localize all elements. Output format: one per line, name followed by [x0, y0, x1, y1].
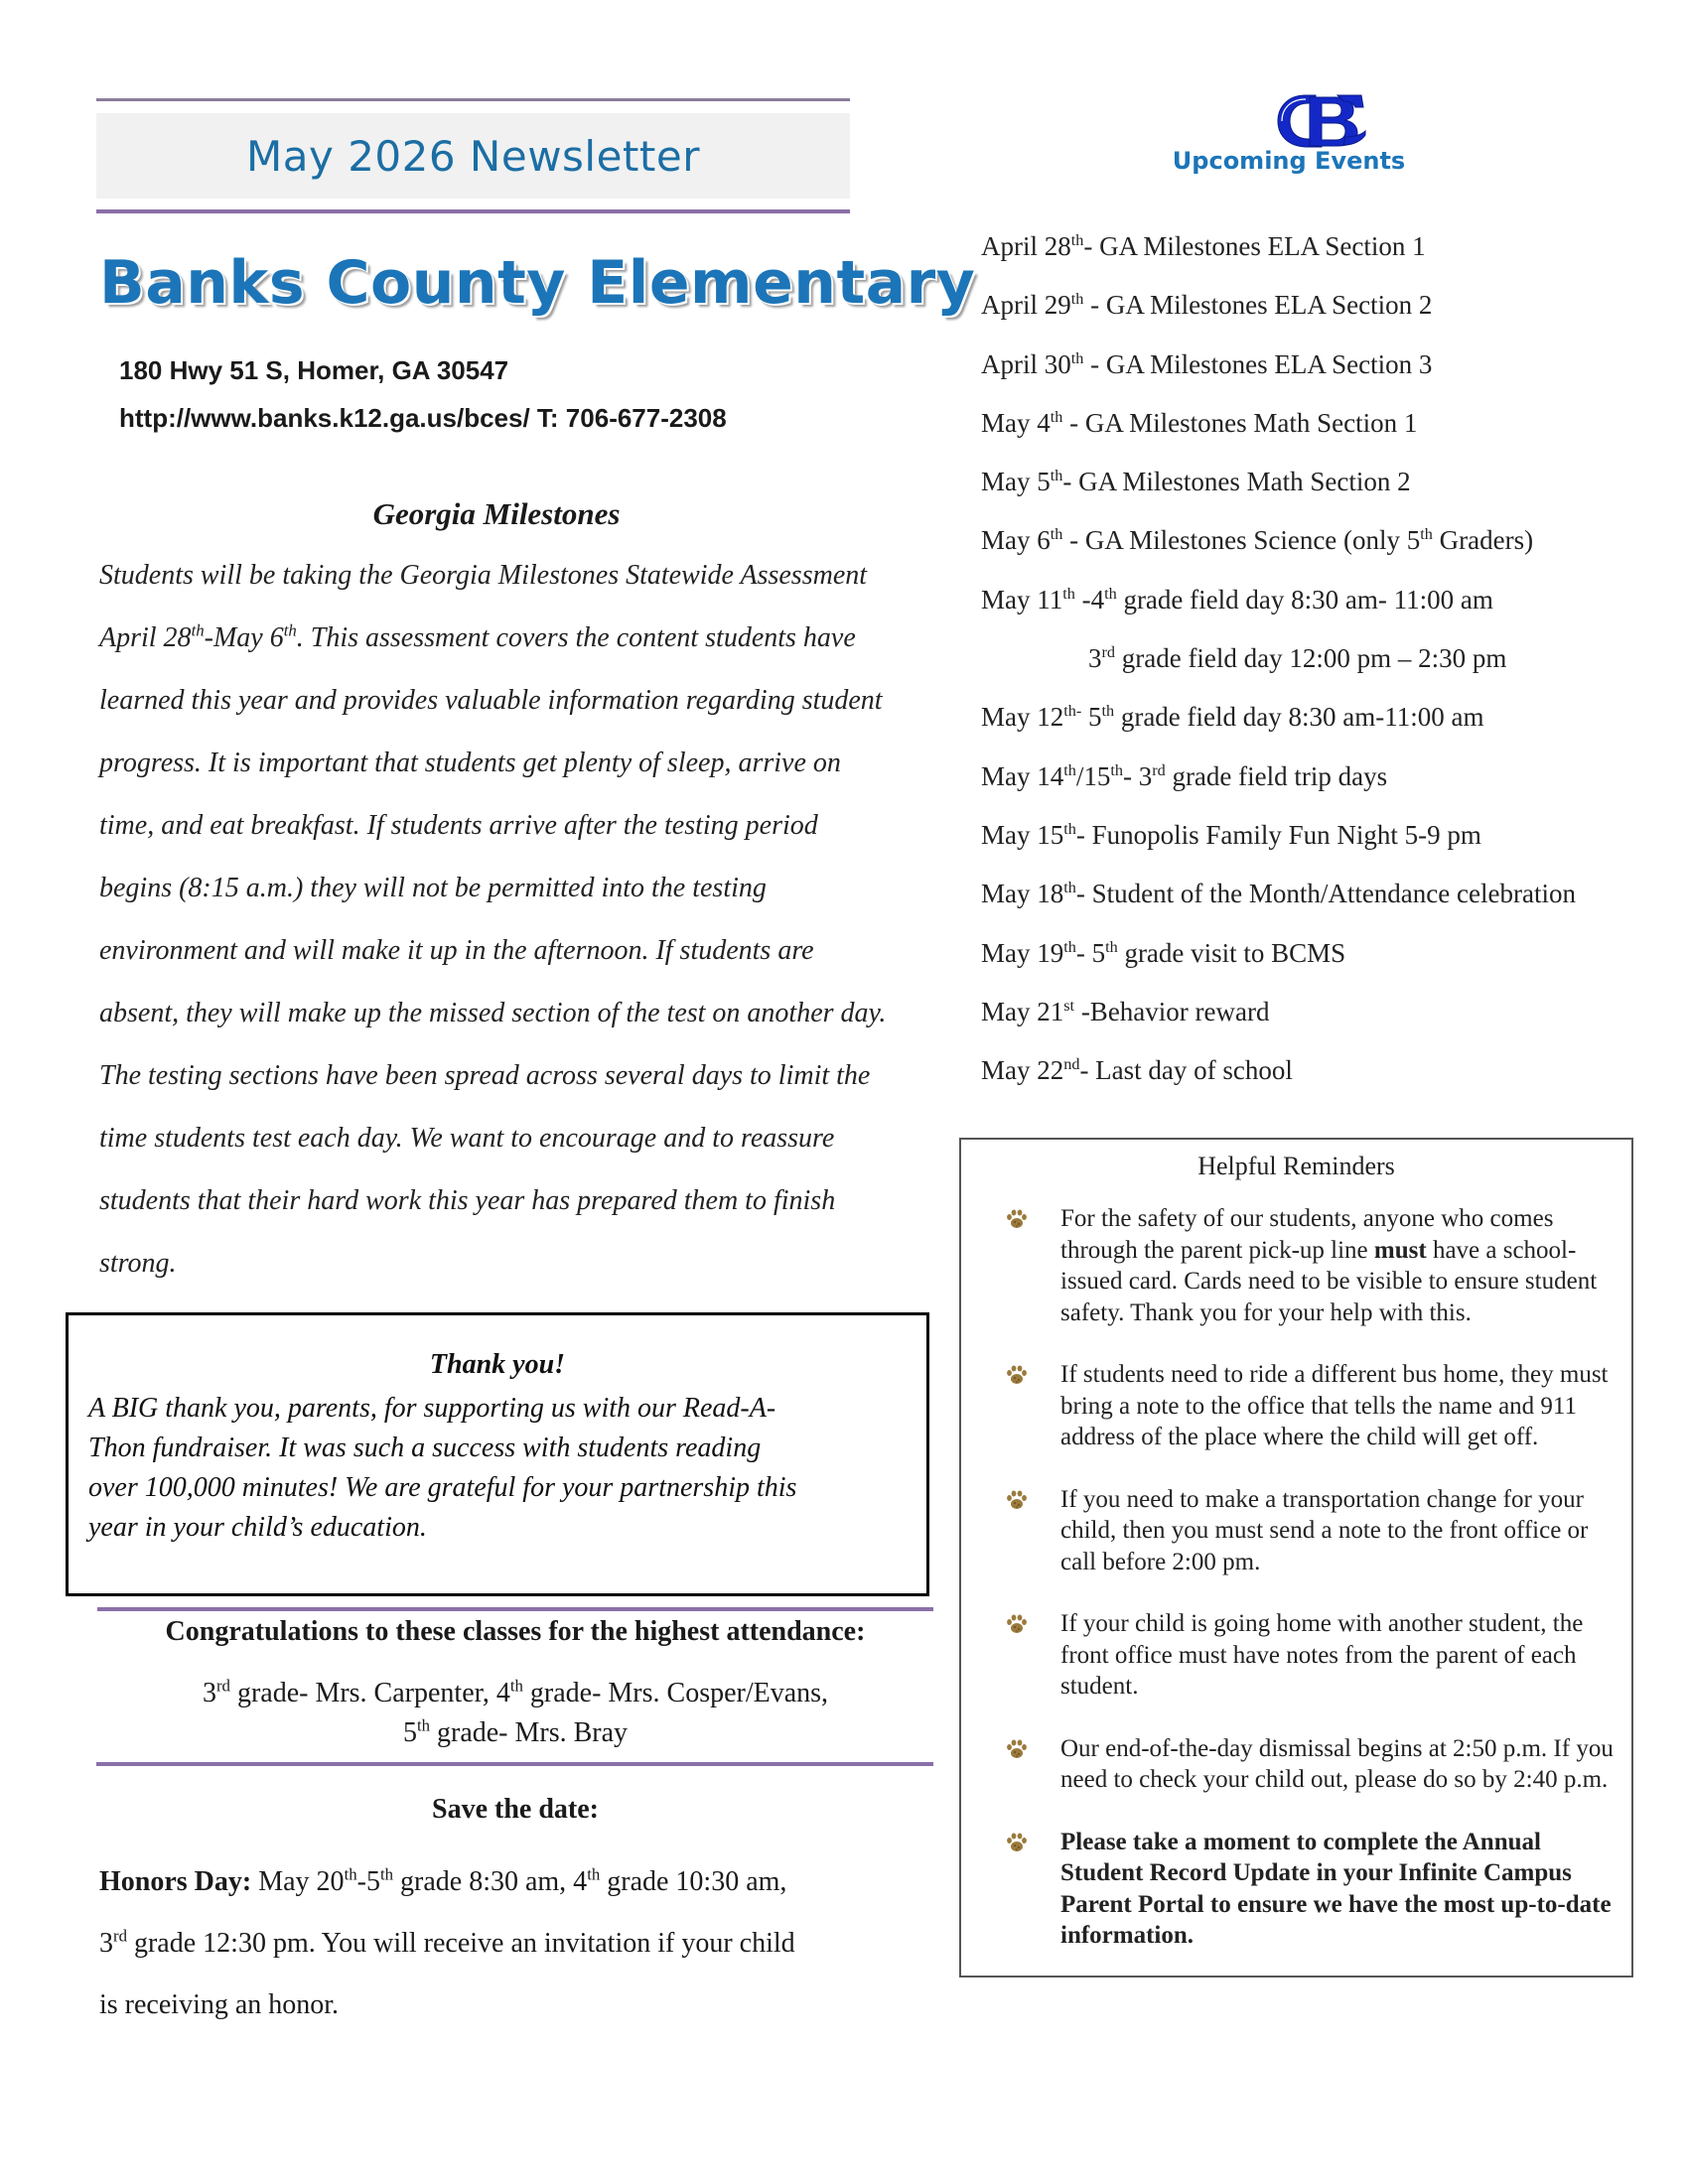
article-line: April 28th-May 6th. This assessment covers the content students have — [99, 620, 856, 653]
event-item: May 14th/15th- 3rd grade field trip days — [981, 760, 1388, 791]
header-top-divider — [96, 98, 850, 101]
event-item: May 22nd- Last day of school — [981, 1055, 1293, 1086]
thank-you-title: Thank you! — [429, 1349, 566, 1380]
thank-you-line: over 100,000 minutes! We are grateful for your partnership this — [88, 1472, 797, 1503]
event-item: May 6th - GA Milestones Science (only 5th Graders) — [981, 525, 1534, 556]
reminders-list — [1005, 1203, 1620, 1982]
header-bottom-divider — [96, 209, 850, 213]
reminder-item: If students need to ride a different bus home, they must bring a note to the office that tells the name and 911 address of the place where the child will get off. — [1005, 1359, 1620, 1453]
article-line: absent, they will make up the missed section of the test on another day. — [99, 998, 887, 1028]
event-item: May 15th- Funopolis Family Fun Night 5-9 pm — [981, 819, 1481, 850]
article-line: strong. — [99, 1248, 177, 1279]
article-line: Students will be taking the Georgia Milestones Statewide Assessment — [99, 560, 868, 591]
attendance-top-divider — [97, 1607, 933, 1611]
article-body — [99, 544, 953, 1295]
attendance-bottom-divider — [96, 1762, 933, 1766]
paw-print-icon — [1005, 1831, 1029, 1854]
paw-print-icon — [1005, 1363, 1029, 1387]
honors-day-text — [99, 1851, 953, 2036]
reminder-item-important: Please take a moment to complete the Annual Student Record Update in your Infinite Campus Parent Portal to ensure we have the most up-to-date information. — [1005, 1827, 1620, 1952]
thank-you-box — [66, 1312, 929, 1596]
paw-print-icon — [1005, 1612, 1029, 1636]
events-list — [981, 226, 1676, 1109]
event-item-continuation: 3rd grade field day 12:00 pm – 2:30 pm — [1088, 643, 1507, 674]
paw-print-icon — [1005, 1207, 1029, 1231]
helpful-reminders-box — [959, 1138, 1633, 1978]
event-item: May 4th - GA Milestones Math Section 1 — [981, 407, 1418, 438]
honors-line: 3rd grade 12:30 pm. You will receive an invitation if your child — [99, 1926, 795, 1959]
school-name: Banks County Elementary — [99, 248, 976, 318]
thank-you-line: A BIG thank you, parents, for supporting us with our Read-A- — [88, 1393, 776, 1424]
reminder-item: If your child is going home with another student, the front office must have notes from the parent of each student. — [1005, 1608, 1620, 1703]
event-item: May 18th- Student of the Month/Attendance celebration — [981, 879, 1576, 909]
article-line: time, and eat breakfast. If students arrive after the testing period — [99, 810, 818, 841]
reminders-title: Helpful Reminders — [1197, 1152, 1395, 1180]
paw-print-icon — [1005, 1488, 1029, 1512]
thank-you-line: Thon fundraiser. It was such a success with students reading — [88, 1433, 762, 1463]
event-item: May 21st -Behavior reward — [981, 996, 1270, 1026]
thank-you-body — [88, 1389, 903, 1548]
article-line: The testing sections have been spread across several days to limit the — [99, 1060, 871, 1091]
attendance-line-1: 3rd grade- Mrs. Carpenter, 4th grade- Mrs. Cosper/Evans, — [202, 1676, 829, 1708]
newsletter-title-banner — [96, 113, 850, 199]
attendance-line-2: 5th grade- Mrs. Bray — [402, 1715, 629, 1748]
honors-line: is receiving an honor. — [99, 1989, 340, 2020]
school-website-phone[interactable]: http://www.banks.k12.ga.us/bces/ T: 706-677-2308 — [119, 403, 727, 433]
school-address: 180 Hwy 51 S, Homer, GA 30547 — [119, 355, 509, 385]
article-line: learned this year and provides valuable information regarding student — [99, 685, 883, 716]
event-item: May 5th- GA Milestones Math Section 2 — [981, 467, 1411, 497]
article-line: begins (8:15 a.m.) they will not be permitted into the testing — [99, 873, 767, 903]
event-item: May 11th -4th grade field day 8:30 am- 11:00 am — [981, 584, 1493, 614]
honors-line: Honors Day: May 20th-5th grade 8:30 am, 4th grade 10:30 am, — [99, 1864, 787, 1897]
event-item: April 30th - GA Milestones ELA Section 3 — [981, 348, 1433, 379]
thank-you-line: year in your child’s education. — [88, 1512, 427, 1543]
paw-print-icon — [1005, 1737, 1029, 1761]
article-line: students that their hard work this year has prepared them to finish — [99, 1185, 836, 1216]
reminder-item: If you need to make a transportation change for your child, then you must send a note to the front office or call before 2:00 pm. — [1005, 1484, 1620, 1578]
article-line: progress. It is important that students get plenty of sleep, arrive on — [99, 748, 841, 778]
bc-monogram-logo-icon — [1276, 91, 1367, 151]
attendance-heading: Congratulations to these classes for the highest attendance: — [165, 1616, 866, 1647]
event-item: May $12^{th-}$ 5th grade field day 8:30 am-11:00 am — [981, 702, 1484, 733]
article-title: Georgia Milestones — [372, 496, 621, 531]
reminder-item: For the safety of our students, anyone who comes through the parent pick-up line must have a school-issued card. Cards need to be visible to ensure student safety. Thank you for your help with this. — [1005, 1203, 1620, 1328]
event-item: May 19th- 5th grade visit to BCMS — [981, 937, 1346, 968]
save-the-date-heading: Save the date: — [432, 1794, 599, 1825]
event-item: April 29th - GA Milestones ELA Section 2 — [981, 290, 1433, 321]
article-line: time students test each day. We want to encourage and to reassure — [99, 1123, 835, 1154]
newsletter-title: May 2026 Newsletter — [246, 131, 700, 181]
reminder-item: Our end-of-the-day dismissal begins at 2:50 p.m. If you need to check your child out, please do so by 2:40 p.m. — [1005, 1733, 1620, 1796]
event-item: April 28th- GA Milestones ELA Section 1 — [981, 230, 1426, 261]
article-line: environment and will make it up in the afternoon. If students are — [99, 935, 814, 966]
upcoming-events-heading: Upcoming Events — [1172, 147, 1406, 175]
